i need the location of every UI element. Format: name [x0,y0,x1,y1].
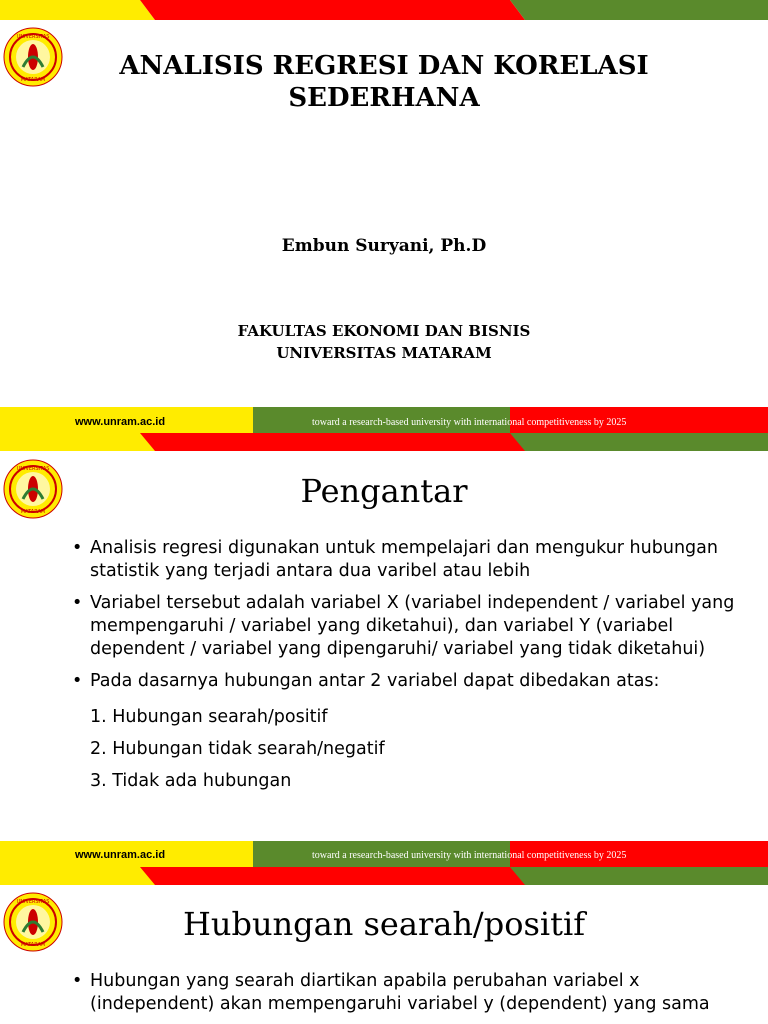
title-line-2: SEDERHANA [288,83,480,113]
footer-tagline: toward a research-based university with international competitiveness by 2025 [312,417,627,428]
university-line: UNIVERSITAS MATARAM [276,344,492,362]
numbered-item-3: 3. Tidak ada hubungan [90,771,292,791]
slide-pengantar [0,451,768,885]
slide-heading: Hubungan searah/positif [182,905,586,943]
numbered-item-1: 1. Hubungan searah/positif [90,707,328,727]
footer-url[interactable]: www.unram.ac.id [75,416,166,428]
faculty-name [0,320,768,364]
list-item: • Analisis regresi digunakan untuk mempelajari dan mengukur hubungan statistik yang terjadi antara dua varibel atau lebih [72,538,718,581]
bullet-list [72,537,744,702]
bullet-list [72,970,744,1024]
list-item: • Variabel tersebut adalah variabel X (variabel independent / variabel yang mempengaruhi / variabel yang diketahui), dan variabel Y (variabel dependent / variabel yang dipengaruhi/ variabel yang tidak diketahui) [72,593,735,659]
svg-text:UNIVERSITAS: UNIVERSITAS [16,899,50,905]
author-name: Embun Suryani, Ph.D [281,236,487,256]
footer-tagline: toward a research-based university with international competitiveness by 2025 [312,850,627,861]
slide-title [0,0,768,451]
svg-text:UNIVERSITAS: UNIVERSITAS [16,466,50,472]
list-item: • Pada dasarnya hubungan antar 2 variabel dapat dibedakan atas: [72,671,660,691]
slide-heading: Pengantar [300,472,468,510]
svg-text:UNIVERSITAS: UNIVERSITAS [16,34,50,40]
svg-text:MATARAM: MATARAM [20,77,46,83]
top-color-bar [0,0,768,20]
faculty-line: FAKULTAS EKONOMI DAN BISNIS [237,322,531,340]
slide-hubungan-searah [0,885,768,1024]
numbered-item-2: 2. Hubungan tidak searah/negatif [90,739,385,759]
bottom-color-bar [0,407,768,451]
title-line-1: ANALISIS REGRESI DAN KORELASI [119,51,649,81]
footer-url[interactable]: www.unram.ac.id [75,849,166,861]
svg-text:MATARAM: MATARAM [20,509,46,515]
presentation-title [0,50,768,114]
svg-text:MATARAM: MATARAM [20,942,46,948]
bottom-color-bar [0,841,768,885]
list-item: • Hubungan yang searah diartikan apabila perubahan variabel x (independent) akan mempengaruhi variabel y (dependent) yang sama [72,971,710,1014]
